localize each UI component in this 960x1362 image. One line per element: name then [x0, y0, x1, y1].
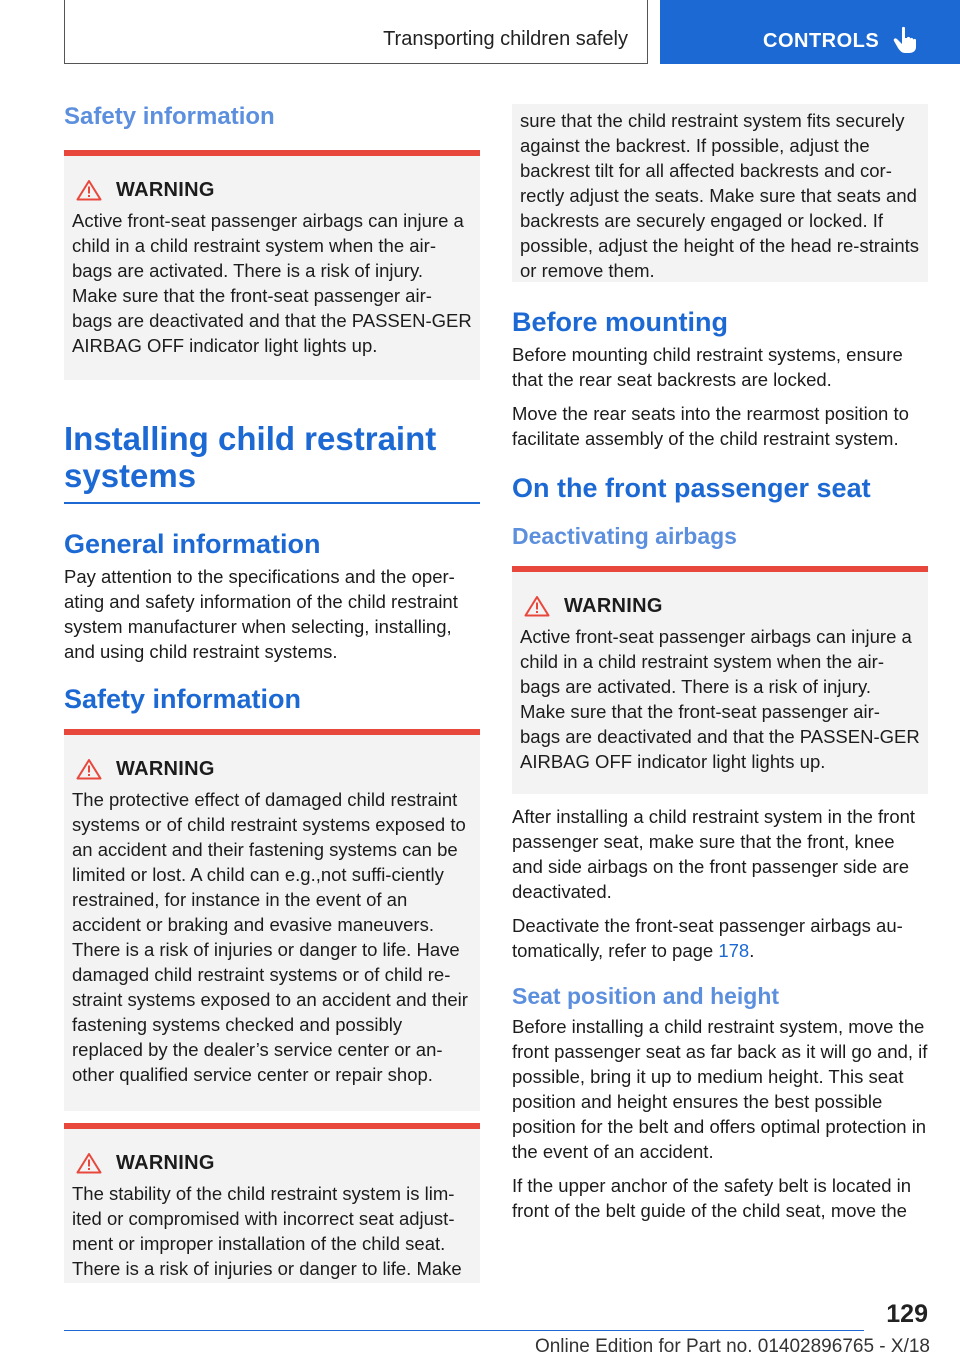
warning-text: Active front-seat passenger airbags can injure a child in a child restraint system when the air-bags are activated. There is a risk of injury. Make sure that the front-seat passenger air-bags are deactivated and that the PASSEN-GER AIRBAG OFF indicator light lights up. — [520, 626, 920, 772]
warning-text: Active front-seat passenger airbags can injure a child in a child restraint system when the air-bags are activated. There is a risk of injury. Make sure that the front-seat passenger air-bags are deactivated and that the PASSEN-GER AIRBAG OFF indicator light lights up. — [72, 210, 472, 356]
safety-information-heading: Safety information — [64, 684, 302, 714]
controls-tab[interactable] — [660, 0, 960, 64]
seat-position-text: If the upper anchor of the safety belt is located in front of the belt guide of the child seat, move the — [512, 1175, 912, 1221]
section-title: Transporting children safely — [383, 28, 628, 50]
seat-position-heading: Seat position and height — [512, 983, 780, 1009]
seat-position-text: Before installing a child restraint system, move the front passenger seat as far back as it will go and, if possible, bring it up to medium height. This seat position and height ensures the best possible position for the belt and offers optimal protection in the event of an accident. — [512, 1016, 928, 1162]
warning-text: The stability of the child restraint system is lim-ited or compromised with incorrect seat adjust-ment or improper installation of the child seat. There is a risk of injuries or danger to life. Make — [72, 1183, 462, 1279]
warning-title: WARNING — [116, 1151, 215, 1174]
general-information-text: Pay attention to the specifications and the oper-ating and safety information of the child restraint system manufacturer when selecting, installing, and using child restraint systems. — [64, 566, 458, 662]
edition-text: Online Edition for Part no. 01402896765 - X/18 — [534, 1336, 930, 1357]
warning-triangle-icon — [76, 179, 102, 201]
pointing-hand-icon — [892, 26, 918, 54]
page-number: 129 — [886, 1300, 928, 1328]
before-mounting-text: Move the rear seats into the rearmost position to facilitate assembly of the child restraint system. — [512, 403, 909, 449]
warning-continued-box — [512, 104, 928, 282]
warning-title: WARNING — [116, 178, 215, 201]
warning-title: WARNING — [116, 757, 215, 780]
warning-triangle-icon — [76, 758, 102, 780]
front-passenger-seat-heading: On the front passenger seat — [512, 473, 871, 503]
before-mounting-heading: Before mounting — [512, 307, 728, 337]
warning-box — [64, 150, 480, 380]
warning-triangle-icon — [524, 595, 550, 617]
chapter-title: Installing child restraint systems — [64, 420, 480, 504]
warning-box — [64, 729, 480, 1111]
warning-box — [512, 566, 928, 794]
after-installing-text: After installing a child restraint system in the front passenger seat, make sure that the front, knee and side airbags on the front passenger side are deactivated. — [512, 806, 916, 902]
warning-text: The protective effect of damaged child restraint systems or of child restraint systems exposed to an accident and their fastening systems can be limited or lost. A child can e.g.,not suffi-ciently restrained, for instance in the event of an accident or braking and evasive maneuvers. There is a risk of injuries or danger to life. Have damaged child restraint systems or of child re-straint systems exposed to an accident and their fastening systems checked and possibly replaced by the dealer’s service center or an-other qualified service center or repair shop. — [72, 789, 468, 1085]
warning-triangle-icon — [76, 1152, 102, 1174]
deactivating-airbags-heading: Deactivating airbags — [512, 523, 737, 549]
footer-divider — [64, 1330, 864, 1331]
controls-tab-label: CONTROLS — [763, 30, 880, 52]
warning-continued-text: sure that the child restraint system fits securely against the backrest. If possible, adjust the backrest tilt for all affected backrests and cor-rectly adjust the seats. Make sure that seats and backrests are securely engaged or locked. If possible, adjust the height of the head re-straints or remove them. — [520, 110, 920, 281]
right-column — [512, 104, 928, 1232]
warning-box — [64, 1123, 480, 1283]
safety-information-heading: Safety information — [64, 103, 275, 130]
left-column — [64, 96, 480, 1283]
before-mounting-text: Before mounting child restraint systems, ensure that the rear seat backrests are locked. — [512, 344, 903, 390]
deactivate-text: Deactivate the front-seat passenger airbags au-tomatically, refer to page 178. — [512, 915, 903, 961]
warning-title: WARNING — [564, 594, 663, 617]
general-information-heading: General information — [64, 529, 321, 559]
page-reference-link[interactable]: 178 — [718, 940, 750, 961]
